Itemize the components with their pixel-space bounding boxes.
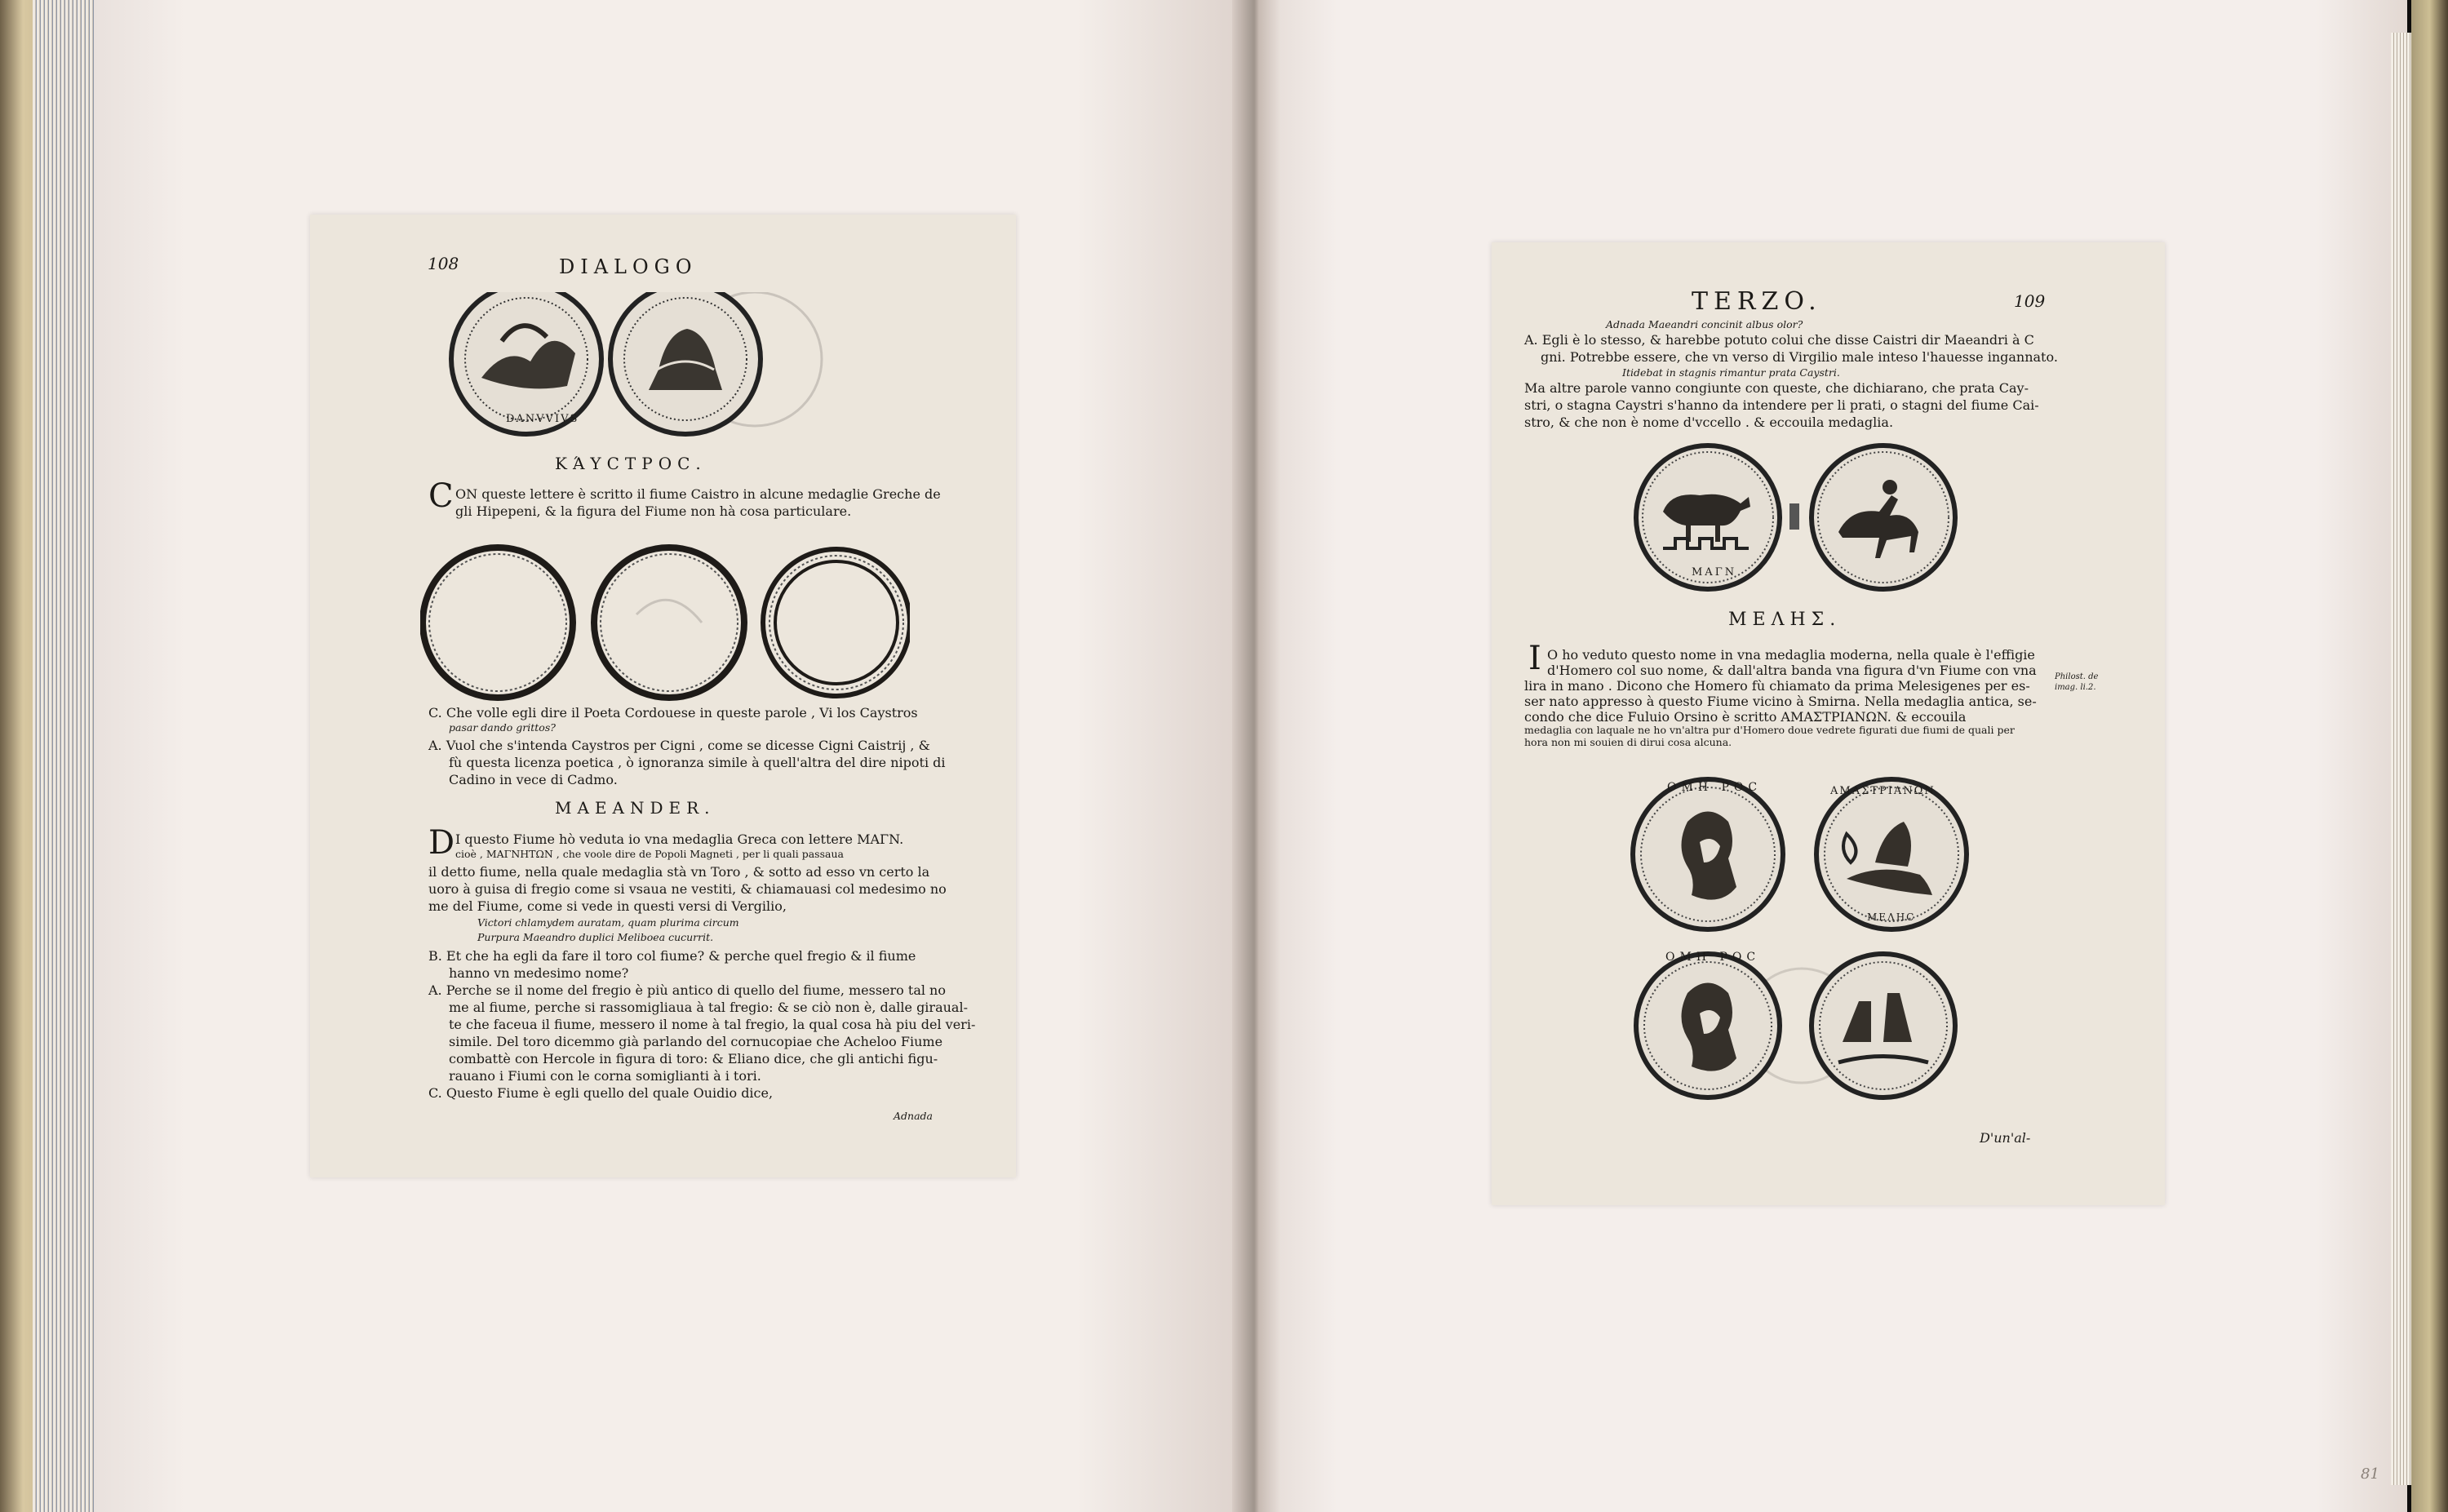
- meles-line-6: medaglia con laquale ne ho vn'altra pur d'Homero doue vedrete figurati due fiumi de quali per: [1524, 724, 2015, 736]
- coin-pair-homer-meles: [1630, 777, 1981, 932]
- dialogue-2-line-2: hanno vn medesimo nome?: [449, 965, 629, 981]
- dialogue-2-line-1: B. Et che ha egli da fare il toro col fiume? & perche quel fregio & il fiume: [428, 948, 916, 964]
- maeander-line-2: cioè , MAΓNHTΩN , che voole dire de Popoli Magneti , per li quali passaua: [455, 848, 844, 860]
- opening-line-3: gni. Potrebbe essere, che vn verso di Virgilio male inteso l'hauesse ingannato.: [1541, 349, 2058, 365]
- dialogue-2-line-5: te che faceua il fiume, messero il nome à tal fregio, la qual cosa hà piu del veri-: [449, 1017, 976, 1032]
- coin-pair-magnesia: [1630, 442, 1973, 597]
- dialogue-2-line-3: A. Perche se il nome del fregio è più antico di quello del fiume, messero tal no: [428, 982, 946, 998]
- right-printed-page: [1492, 242, 2165, 1205]
- meles-line-1: O ho veduto questo nome in vna medaglia moderna, nella quale è l'effigie: [1547, 647, 2035, 663]
- double-coin-frame: [763, 549, 910, 696]
- opening-line-6: stri, o stagna Caystri s'hanno da intendere per li prati, o stagni del fiume Cai-: [1524, 397, 2039, 413]
- coin-legend: DANVVIVS: [506, 413, 579, 425]
- opening-line-4: Itidebat in stagnis rimantur prata Caystri.: [1622, 366, 1840, 379]
- coin-frame-with-show-through: [594, 548, 744, 698]
- coin-river-legend: AMAΣTPIANΩN: [1830, 785, 1936, 797]
- meles-line-2: d'Homero col suo nome, & dall'altra banda vna figura d'vn Fiume con vna: [1547, 663, 2037, 678]
- running-head: DIALOGO: [559, 255, 698, 278]
- opening-line-7: stro, & che non è nome d'vccello . & eccouila medaglia.: [1524, 415, 1894, 430]
- coin-homer2-legend: OMH POC: [1665, 951, 1761, 964]
- coin-reverse-river-gods: [1812, 954, 1955, 1097]
- drop-cap-c: C: [428, 477, 454, 515]
- maeander-line-4: uoro à guisa di fregio come si vsaua ne vestiti, & chiamauasi col medesimo no: [428, 881, 947, 897]
- dialogue-1-line-3: A. Vuol che s'intenda Caystros per Cigni , come se dicesse Cigni Caistrij , &: [428, 738, 930, 753]
- opening-line-5: Ma altre parole vanno congiunte con queste, che dichiarano, che prata Cay-: [1524, 380, 2029, 396]
- dialogue-1-line-2: pasar dando grittos?: [449, 721, 556, 734]
- page-number: 109: [2014, 291, 2046, 311]
- dialogue-2-line-6: simile. Del toro dicemmo già parlando del cornucopiae che Acheloo Fiume: [449, 1034, 943, 1049]
- verse-line-1: Victori chlamydem auratam, quam plurima circum: [477, 916, 739, 929]
- right-cover-edge: [2411, 0, 2448, 1512]
- opening-line-1: Adnada Maeandri concinit albus olor?: [1606, 318, 1803, 330]
- dialogue-1-line-5: Cadino in vece di Cadmo.: [449, 772, 618, 787]
- caystros-line-1: ON queste lettere è scritto il fiume Caistro in alcune medaglie Greche de: [455, 486, 941, 502]
- verse-line-2: Purpura Maeandro duplici Meliboea cucurrit.: [477, 931, 714, 943]
- dialogue-2-line-4: me al fiume, perche si rassomigliaua à tal fregio: & se ciò non è, dalle giraual-: [449, 1000, 968, 1015]
- coin-legend: MAΓN: [1692, 566, 1737, 579]
- catchword: Adnada: [894, 1110, 933, 1122]
- margin-note-line-2: imag. li.2.: [2055, 683, 2096, 692]
- dialogue-1-line-4: fù questa licenza poetica , ò ignoranza simile à quell'altra del dire nipoti di: [449, 755, 946, 770]
- dialogue-2-line-8: rauano i Fiumi con le corna somiglianti à i tori.: [449, 1068, 761, 1084]
- book-gutter: [1232, 0, 1281, 1512]
- coin-frames-row: [420, 541, 910, 704]
- coin-pair-danube: [412, 292, 869, 447]
- heading-caystros: ΚΆΥСΤΡΟС.: [555, 454, 707, 473]
- drop-cap-i: I: [1528, 640, 1541, 677]
- empty-coin-frame: [423, 548, 573, 698]
- margin-note-line-1: Philost. de: [2055, 672, 2099, 681]
- heading-maeander: MAEANDER.: [555, 798, 716, 818]
- left-page-edges: [33, 0, 98, 1512]
- opening-line-2: A. Egli è lo stesso, & harebbe potuto colui che disse Caistri dir Maeandri à C: [1524, 332, 2034, 348]
- meles-line-7: hora non mi souien di dirui cosa alcuna.: [1524, 736, 1732, 748]
- maeander-line-3: il detto fiume, nella quale medaglia stà vn Toro , & sotto ad esso vn certo la: [428, 864, 930, 880]
- coin-river-name: MEΛHC: [1867, 911, 1916, 923]
- meles-line-4: ser nato appresso à questo Fiume vicino à Smirna. Nella medaglia antica, se-: [1524, 694, 2037, 709]
- dialogue-2-line-7: combattè con Hercole in figura di toro: & Eliano dice, che gli antichi figu-: [449, 1051, 938, 1066]
- meles-line-3: lira in mano . Dicono che Homero fù chiamato da prima Melesigenes per es-: [1524, 678, 2030, 694]
- maeander-line-5: me del Fiume, come si vede in questi versi di Vergilio,: [428, 898, 787, 914]
- dialogue-2-line-9: C. Questo Fiume è egli quello del quale Ouidio dice,: [428, 1085, 774, 1101]
- page-number: 108: [428, 254, 459, 273]
- maeander-line-1: I questo Fiume hò veduta io vna medaglia Greca con lettere MAΓN.: [455, 831, 904, 847]
- coin-homer-legend: OMH POC: [1667, 781, 1763, 794]
- meles-line-5: condo che dice Fuluio Orsino è scritto AMAΣTPIANΩN. & eccouila: [1524, 709, 1967, 725]
- catchword: D'un'al-: [1980, 1130, 2031, 1146]
- folio-number: 81: [2361, 1465, 2379, 1483]
- drop-cap-d: D: [428, 824, 455, 862]
- dialogue-1-line-1: C. Che volle egli dire il Poeta Cordouese in queste parole , Vi los Caystros: [428, 705, 918, 721]
- heading-meles: ΜΕΛΗΣ.: [1728, 610, 1842, 630]
- running-head: TERZO.: [1692, 287, 1822, 316]
- left-printed-page: [310, 215, 1016, 1177]
- caystros-line-2: gli Hipepeni, & la figura del Fiume non hà cosa particulare.: [455, 503, 852, 519]
- coin-pair-homer-second: [1630, 948, 1981, 1103]
